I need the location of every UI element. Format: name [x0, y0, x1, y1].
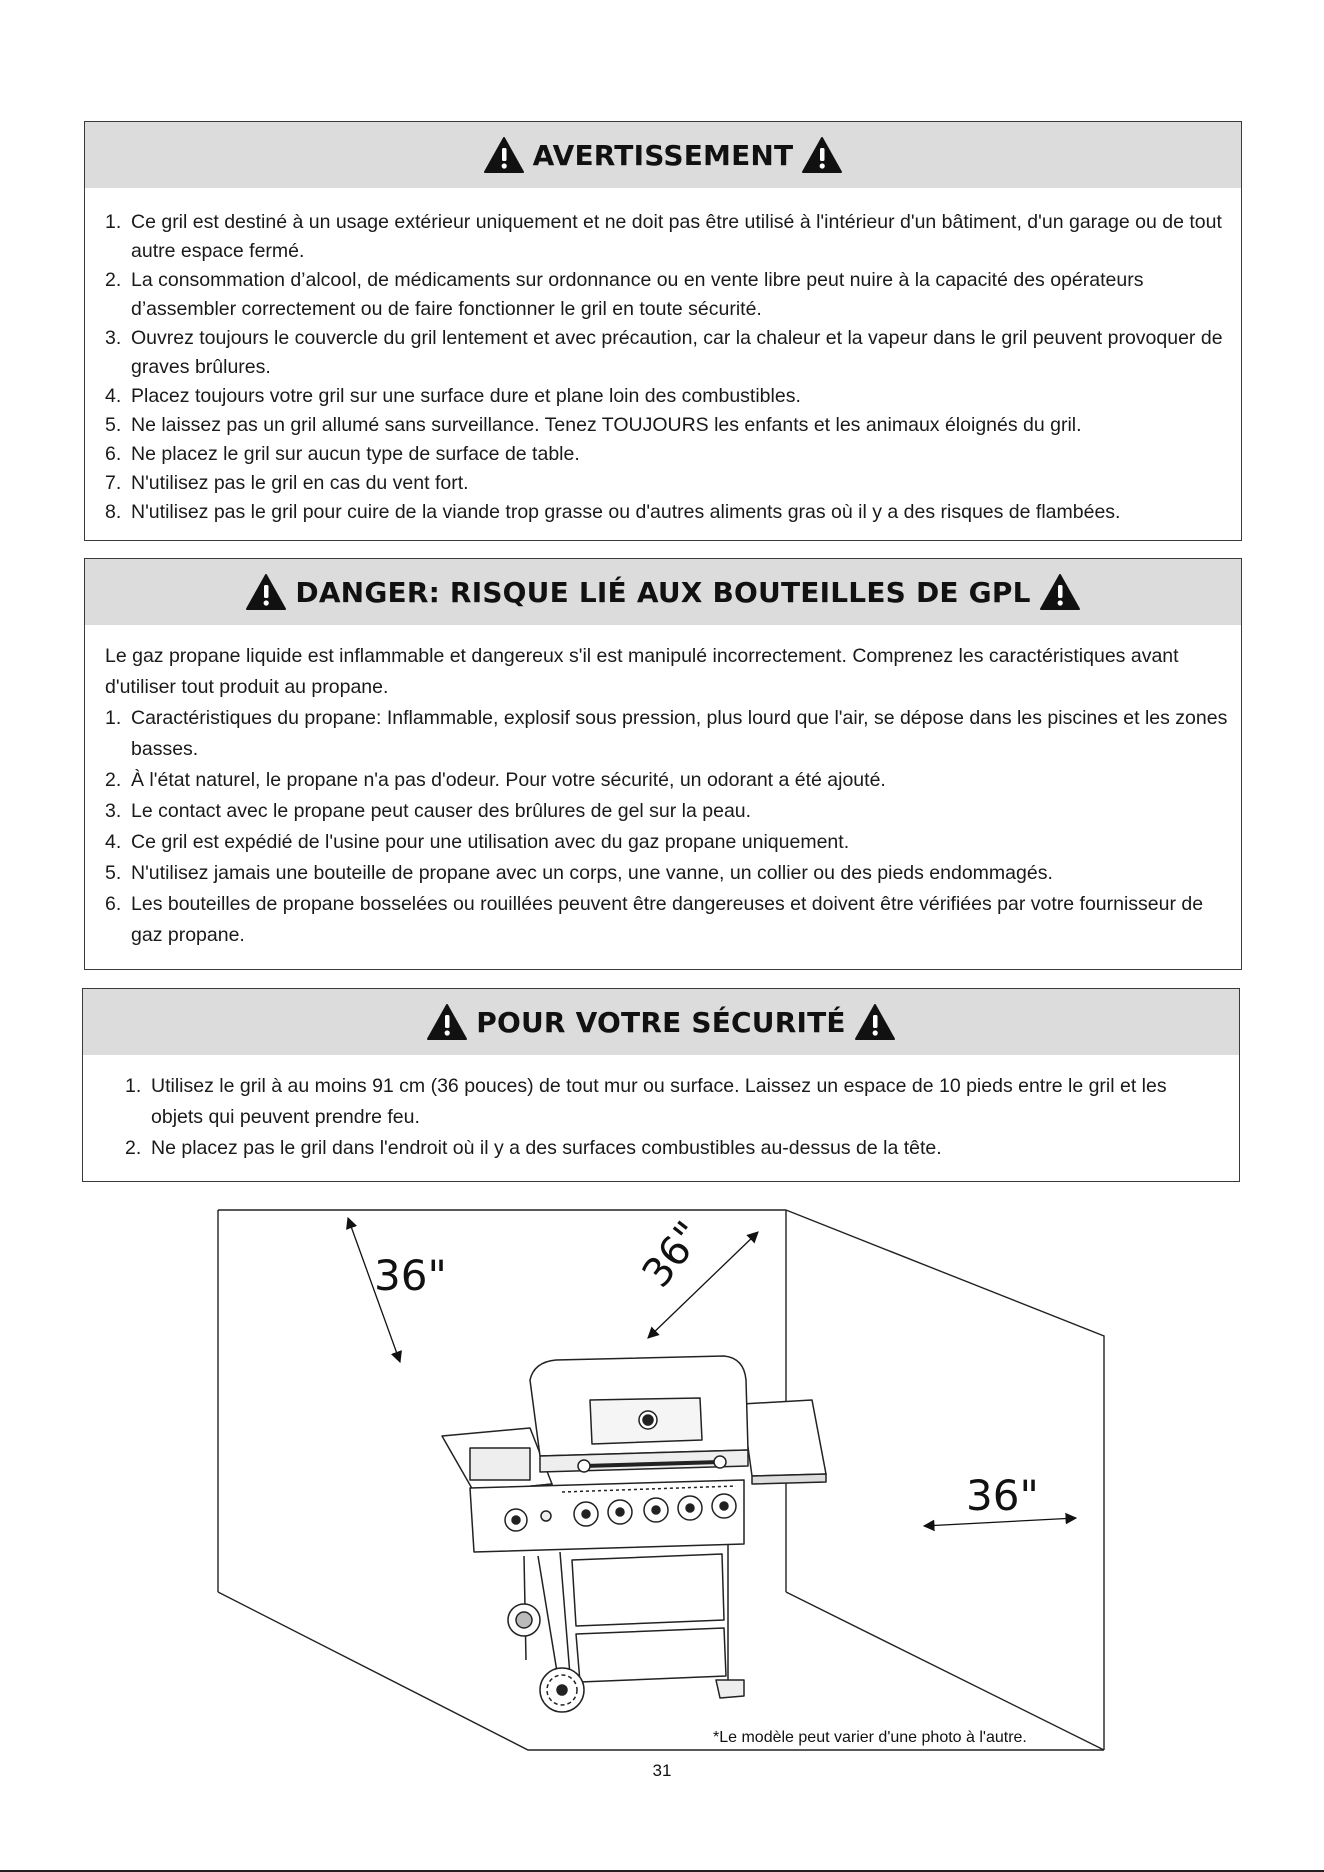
list-item: 4. Placez toujours votre gril sur une surface dure et plane loin des combustibles. — [105, 385, 801, 407]
dimension-label-corner: 36" — [633, 1213, 713, 1297]
list-item: 5. Ne laissez pas un gril allumé sans surveillance. Tenez TOUJOURS les enfants et les animaux éloignés du gril. — [105, 414, 1082, 436]
list-item: 1. Utilisez le gril à au moins 91 cm (36 pouces) de tout mur ou surface. Laissez un espace de 10 pieds entre le gril et les objets qui peuvent prendre feu. — [125, 1075, 1167, 1128]
dimension-label-side: 36" — [966, 1471, 1039, 1520]
list-item: 5. N'utilisez jamais une bouteille de propane avec un corps, une vanne, un collier ou des pieds endommagés. — [105, 862, 1053, 884]
list-item: 6. Ne placez le gril sur aucun type de surface de table. — [105, 443, 580, 465]
list-item: 1. Caractéristiques du propane: Inflammable, explosif sous pression, plus lourd que l'air, se dépose dans les piscines et les zones basses. — [105, 707, 1228, 760]
list-item: 2. À l'état naturel, le propane n'a pas d'odeur. Pour votre sécurité, un odorant a été ajouté. — [105, 769, 886, 791]
list-item: 2. La consommation d’alcool, de médicaments sur ordonnance ou en vente libre peut nuire à la capacité des opérateurs d’assembler correctement ou de faire fonctionner le gril en toute sécurité. — [105, 269, 1144, 320]
list-item: 7. N'utilisez pas le gril en cas du vent fort. — [105, 472, 469, 494]
danger-intro: Le gaz propane liquide est inflammable et dangereux s'il est manipulé incorrectement. Comprenez les caractéristiques avant d'utiliser tout produit au propane. — [105, 645, 1179, 698]
list-item: 4. Ce gril est expédié de l'usine pour une utilisation avec du gaz propane uniquement. — [105, 831, 850, 853]
list-item: 2. Ne placez pas le gril dans l'endroit où il y a des surfaces combustibles au-dessus de la tête. — [125, 1137, 942, 1159]
safety-title: POUR VOTRE SÉCURITÉ — [476, 1005, 846, 1039]
list-item: 8. N'utilisez pas le gril pour cuire de la viande trop grasse ou d'autres aliments gras où il y a des risques de flambées. — [105, 501, 1121, 523]
page-number: 31 — [652, 1761, 672, 1780]
list-item: 6. Les bouteilles de propane bosselées ou rouillées peuvent être dangereuses et doivent être vérifiées par votre fournisseur de gaz propane. — [105, 893, 1204, 946]
list-item: 3. Le contact avec le propane peut causer des brûlures de gel sur la peau. — [105, 800, 752, 822]
dimension-label-back: 36" — [374, 1251, 447, 1300]
danger-title: DANGER: RISQUE LIÉ AUX BOUTEILLES DE GPL — [295, 575, 1031, 609]
list-item: 1. Ce gril est destiné à un usage extérieur uniquement et ne doit pas être utilisé à l'intérieur d'un bâtiment, d'un garage ou de tout autre espace fermé. — [105, 211, 1222, 262]
grill-drawing — [442, 1356, 826, 1712]
figure-caption: *Le modèle peut varier d'une photo à l'autre. — [713, 1729, 1027, 1746]
warning-title: AVERTISSEMENT — [532, 138, 794, 172]
list-item: 3. Ouvrez toujours le couvercle du gril lentement et avec précaution, car la chaleur et la vapeur dans le gril peuvent provoquer de graves brûlures. — [105, 327, 1223, 378]
